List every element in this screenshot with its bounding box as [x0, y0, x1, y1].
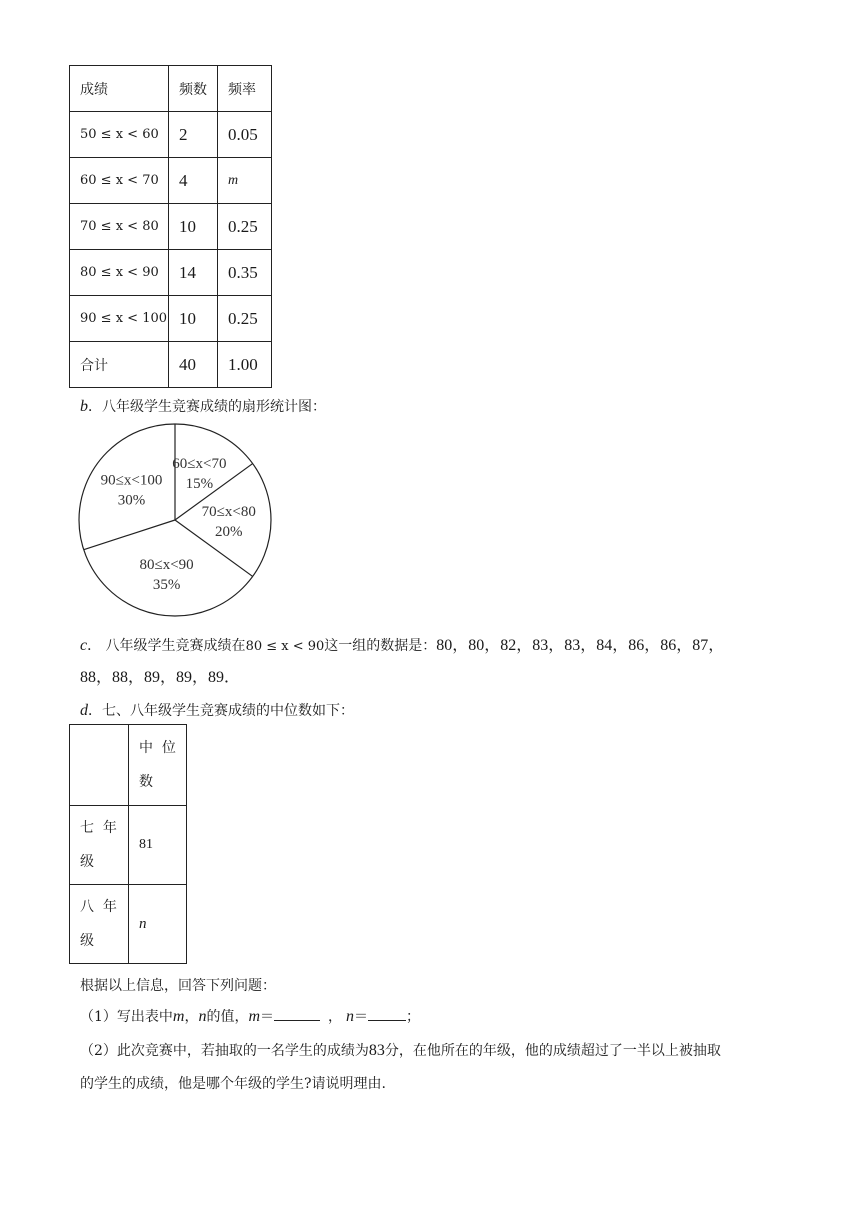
empty-corner-cell	[70, 725, 129, 806]
q1-text-a: （1）写出表中	[80, 1009, 173, 1025]
section-b-caption	[80, 396, 326, 416]
grade-eight-label-line-2: 级	[80, 933, 94, 949]
pie-slice-percent: 15%	[185, 476, 214, 493]
q1-var-m: m	[172, 1008, 185, 1025]
section-d-caption	[80, 700, 354, 720]
total-freq: 1.00	[218, 342, 272, 388]
pie-slice-label: 60≤x<70	[172, 456, 227, 473]
table-row	[70, 112, 272, 158]
median-header-line-2: 数	[139, 774, 153, 790]
q1-equals-1: ＝	[260, 1009, 275, 1025]
median-header-cell	[129, 725, 187, 806]
freq-cell: 0.25	[218, 204, 272, 250]
section-d-text: ．七、八年级学生竞赛成绩的中位数如下：	[88, 703, 354, 719]
table-row	[70, 885, 187, 964]
pie-slice-percent: 20%	[215, 524, 243, 540]
pie-slice-percent: 35%	[152, 577, 181, 594]
q1-var-n: n	[198, 1008, 207, 1025]
section-c-text-after: 这一组的数据是：	[324, 638, 437, 654]
q1-var-n-answer: n	[346, 1008, 355, 1025]
q2-text-a: （2）此次竞赛中，若抽取的一名学生的成绩为	[80, 1043, 369, 1059]
pie-slice-label: 90≤x<100	[100, 472, 163, 489]
count-cell: 4	[169, 158, 218, 204]
section-b-letter: b	[80, 398, 88, 415]
section-c-range: 80 ≤ x < 90	[245, 639, 325, 654]
q1-equals-2: ＝	[354, 1009, 369, 1025]
total-label: 合计	[70, 342, 169, 388]
table-header-row	[70, 66, 272, 112]
total-count: 40	[169, 342, 218, 388]
question-2-line-1	[80, 1040, 721, 1060]
q1-separator: ，	[328, 1009, 343, 1025]
range-cell: 70 ≤ x < 80	[70, 204, 169, 250]
pie-slice-percent: 30%	[117, 492, 146, 509]
question-2-line-2: 的学生的成绩，他是哪个年级的学生?请说明理由.	[80, 1076, 386, 1092]
table-row	[70, 204, 272, 250]
header-count: 频数	[169, 66, 218, 112]
table-row	[70, 158, 272, 204]
range-cell: 90 ≤ x < 100	[70, 296, 169, 342]
range-cell: 80 ≤ x < 90	[70, 250, 169, 296]
table-row	[70, 806, 187, 885]
table-row	[70, 296, 272, 342]
grade-eight-label-line-1: 八 年	[80, 899, 117, 915]
section-d-letter: d	[80, 702, 88, 719]
q2-text-b: 分，在他所在的年级，他的成绩超过了一半以上被抽取	[384, 1043, 721, 1059]
range-cell: 60 ≤ x < 70	[70, 158, 169, 204]
n-answer-blank[interactable]	[368, 1006, 406, 1021]
questions-intro: 根据以上信息，回答下列问题：	[80, 978, 276, 994]
header-frequency: 频率	[218, 66, 272, 112]
table-total-row	[70, 342, 272, 388]
section-c-line-2	[80, 664, 240, 687]
grade-seven-label	[70, 806, 129, 885]
median-table	[69, 724, 187, 964]
frequency-table	[69, 65, 272, 388]
q1-text-c: 的值，	[206, 1009, 249, 1025]
section-c-text-before: ． 八年级学生竞赛成绩在	[87, 638, 246, 654]
q2-score: 83	[368, 1042, 385, 1059]
q1-end: ；	[406, 1009, 421, 1025]
count-cell: 2	[169, 112, 218, 158]
freq-cell: 0.35	[218, 250, 272, 296]
count-cell: 10	[169, 204, 218, 250]
grade-seven-label-line-1: 七 年	[80, 820, 117, 836]
range-cell: 50 ≤ x < 60	[70, 112, 169, 158]
table-row	[70, 250, 272, 296]
grade-seven-median: 81	[129, 806, 187, 885]
section-b-text: ．八年级学生竞赛成绩的扇形统计图：	[88, 399, 326, 415]
grade-seven-label-line-2: 级	[80, 854, 94, 870]
count-cell: 14	[169, 250, 218, 296]
count-cell: 10	[169, 296, 218, 342]
freq-cell: 0.25	[218, 296, 272, 342]
m-answer-blank[interactable]	[274, 1006, 320, 1021]
question-1	[80, 1006, 420, 1026]
freq-cell: 0.05	[218, 112, 272, 158]
q1-text-b: ，	[184, 1009, 199, 1025]
pie-slice-label: 80≤x<90	[139, 557, 194, 574]
grade-eight-label	[70, 885, 129, 964]
section-c-data-line-1: 80，80，82，83，83，84，86，86，87，	[436, 637, 725, 654]
pie-chart	[76, 422, 276, 618]
freq-cell: m	[218, 158, 272, 204]
grade-eight-median: n	[129, 885, 187, 964]
section-c-data-line-2: 88，88，89，89，89．	[80, 669, 241, 686]
section-c-line-1	[80, 632, 724, 655]
median-header-row	[70, 725, 187, 806]
q1-var-m-answer: m	[248, 1008, 261, 1025]
section-c-letter: c	[80, 637, 88, 654]
median-header-line-1: 中 位	[139, 740, 176, 756]
pie-slice-label: 70≤x<80	[201, 504, 256, 520]
header-score: 成绩	[70, 66, 169, 112]
